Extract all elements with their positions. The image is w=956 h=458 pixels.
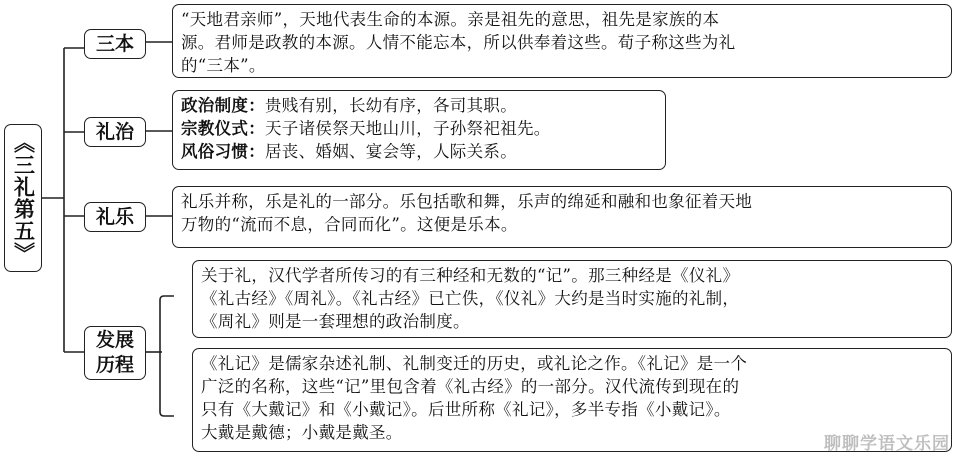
- branch-label-line: 发展: [95, 329, 134, 352]
- content-line: 《周礼》则是一套理想的政治制度。: [201, 312, 470, 331]
- content-line: 的“三本”。: [181, 56, 266, 75]
- content-item: [181, 94, 657, 117]
- root-node: [4, 124, 42, 272]
- content-box-fazhan-1: [192, 260, 952, 338]
- content-line: 关于礼，汉代学者所传习的有三种经和无数的“记”。那三种经是《仪礼》: [201, 266, 740, 285]
- branch-label-line: 历程: [95, 354, 134, 376]
- root-title: 《三礼第五》: [11, 132, 36, 264]
- content-line: 广泛的名称，这些“记”里包含着《礼古经》的一部分。汉代流传到现在的: [201, 377, 740, 396]
- item-text: 居丧、婚姻、宴会等，人际关系。: [265, 142, 517, 161]
- item-term: 政治制度：: [181, 96, 265, 115]
- branch-node-fazhan: [84, 326, 146, 380]
- content-line: 大戴是戴德；小戴是戴圣。: [201, 423, 403, 442]
- item-term: 宗教仪式：: [181, 119, 265, 138]
- watermark: 聊聊学语文乐园: [824, 434, 950, 454]
- branch-label: 礼乐: [95, 205, 134, 228]
- content-line: “天地君亲师”，天地代表生命的本源。亲是祖先的意思，祖先是家族的本: [181, 10, 720, 29]
- item-text: 贵贱有别，长幼有序，各司其职。: [265, 96, 517, 115]
- branch-node-liyue: [84, 202, 146, 232]
- branch-node-lizhi: [84, 117, 146, 147]
- content-line: 礼乐并称，乐是礼的一部分。乐包括歌和舞，乐声的绵延和融和也象征着天地: [181, 192, 753, 211]
- content-box-sanben: [172, 4, 952, 78]
- content-line: 源。君师是政教的本源。人情不能忘本，所以供奉着这些。荀子称这些为礼: [181, 33, 736, 52]
- branch-node-sanben: [84, 29, 146, 59]
- content-item: [181, 140, 657, 163]
- item-text: 天子诸侯祭天地山川，子孙祭祀祖先。: [265, 119, 551, 138]
- content-box-liyue: [172, 186, 952, 248]
- branch-label: 礼治: [95, 120, 134, 143]
- content-line: 万物的“流而不息，合同而化”。这便是乐本。: [181, 215, 518, 234]
- content-box-lizhi: [172, 90, 666, 170]
- content-line: 《礼古经》《周礼》。《礼古经》已亡佚，《仪礼》大约是当时实施的礼制，: [201, 289, 740, 308]
- content-line: 只有《大戴记》和《小戴记》。后世所称《礼记》，多半专指《小戴记》。: [201, 400, 731, 419]
- content-item: [181, 117, 657, 140]
- branch-label: 三本: [95, 32, 134, 55]
- item-term: 风俗习惯：: [181, 142, 265, 161]
- connector-fork-vertical: [160, 296, 174, 416]
- content-line: 《礼记》是儒家杂述礼制、礼制变迁的历史，或礼论之作。《礼记》是一个: [201, 354, 748, 373]
